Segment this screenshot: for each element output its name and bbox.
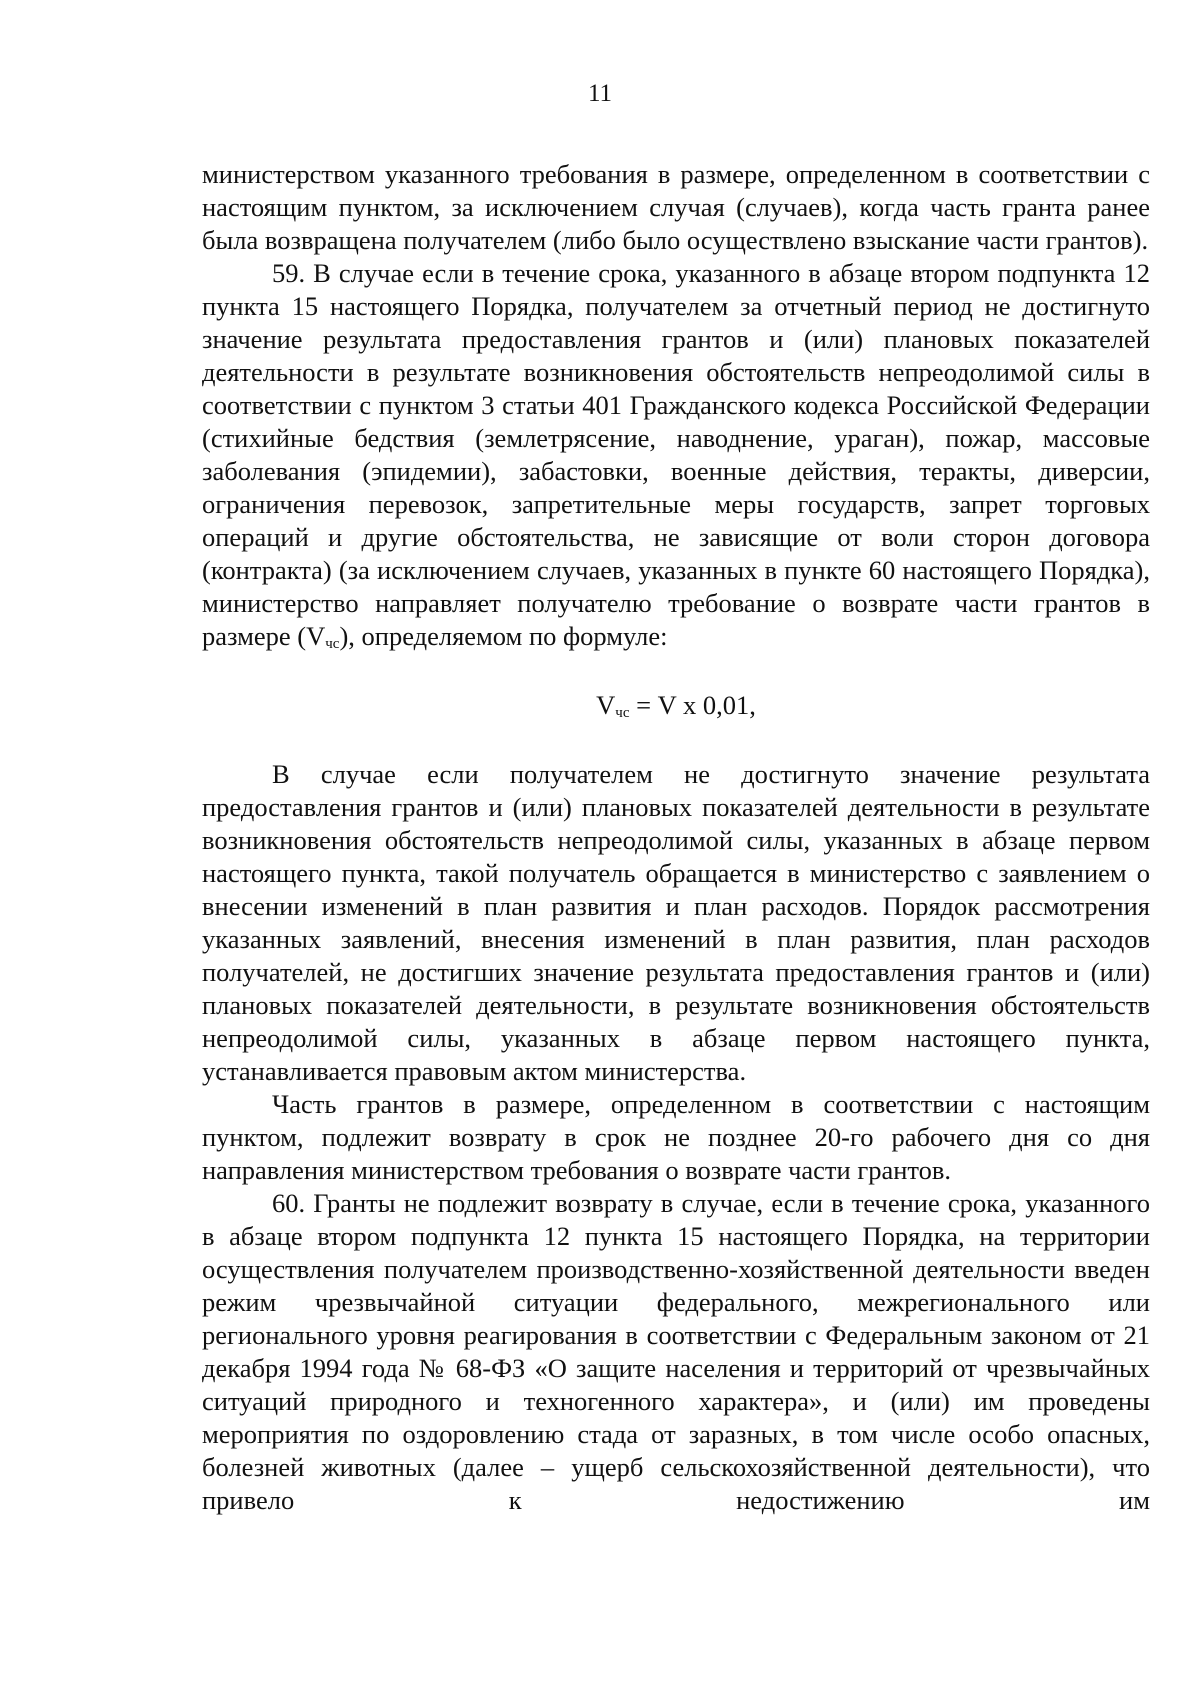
paragraph-force-majeure: В случае если получателем не достигнуто значение результата предоставления грантов и (или) плановых показателей деятельности в результате возникновения обстоятельств непреодолимой силы, указанных в абзаце первом настоящего пункта, такой получатель обращается в министерство с заявлением о внесении изменений в план развития и план расходов. Порядок рассмотрения указанных заявлений, внесения изменений в план развития, план расходов получателей, не достигших значение результата предоставления грантов и (или) плановых показателей деятельности, в результате возникновения обстоятельств непреодолимой силы, указанных в абзаце первом настоящего пункта, устанавливается правовым актом министерства. [202, 759, 1150, 1086]
paragraph-60: 60. Гранты не подлежит возврату в случае, если в течение срока, указанного в абзаце втором подпункта 12 пункта 15 настоящего Порядка, на территории осуществления получателем производственно-хозяйственной деятельности введен режим чрезвычайной ситуации федерального, межрегионального или регионального уровня реагирования в соответствии с Федеральным законом от 21 декабря 1994 года № 68-ФЗ «О защите населения и территорий от чрезвычайных ситуаций природного и техногенного характера», и (или) им проведены мероприятия по оздоровлению стада от заразных, в том числе особо опасных, болезней животных (далее – ущерб сельскохозяйственной деятельности), что привело к недостижению им [202, 1188, 1150, 1515]
formula [202, 689, 1150, 722]
formula-lhs: V [596, 690, 616, 720]
formula-lhs-subscript: чс [615, 705, 630, 721]
document-body [202, 158, 1150, 1517]
paragraph-59-subscript: чс [325, 636, 340, 652]
paragraph-59-text-end: ), определяемом по формуле: [339, 621, 668, 651]
paragraph-return-deadline: Часть грантов в размере, определенном в соответствии с настоящим пунктом, подлежит возврату в срок не позднее 20-го рабочего дня со дня направления министерством требования о возврате части грантов. [202, 1089, 1150, 1185]
paragraph-59-text: 59. В случае если в течение срока, указанного в абзаце втором подпункта 12 пункта 15 настоящего Порядка, получателем за отчетный период не достигнуто значение результата предоставления грантов и (или) плановых показателей деятельности в результате возникновения обстоятельств непреодолимой силы в соответствии с пунктом 3 статьи 401 Гражданского кодекса Российской Федерации (стихийные бедствия (землетрясение, наводнение, ураган), пожар, массовые заболевания (эпидемии), забастовки, военные действия, теракты, диверсии, ограничения перевозок, запретительные меры государств, запрет торговых операций и другие обстоятельства, не зависящие от воли сторон договора (контракта) (за исключением случаев, указанных в пункте 60 настоящего Порядка), министерство направляет получателю требование о возврате части грантов в размере (V [202, 258, 1150, 651]
formula-rhs: = V x 0,01, [629, 690, 756, 720]
paragraph-59 [202, 257, 1150, 653]
page-number: 11 [587, 80, 613, 107]
paragraph-continuation: министерством указанного требования в размере, определенном в соответствии с настоящим пунктом, за исключением случая (случаев), когда часть гранта ранее была возвращена получателем (либо было осуществлено взыскание части грантов). [202, 159, 1150, 255]
